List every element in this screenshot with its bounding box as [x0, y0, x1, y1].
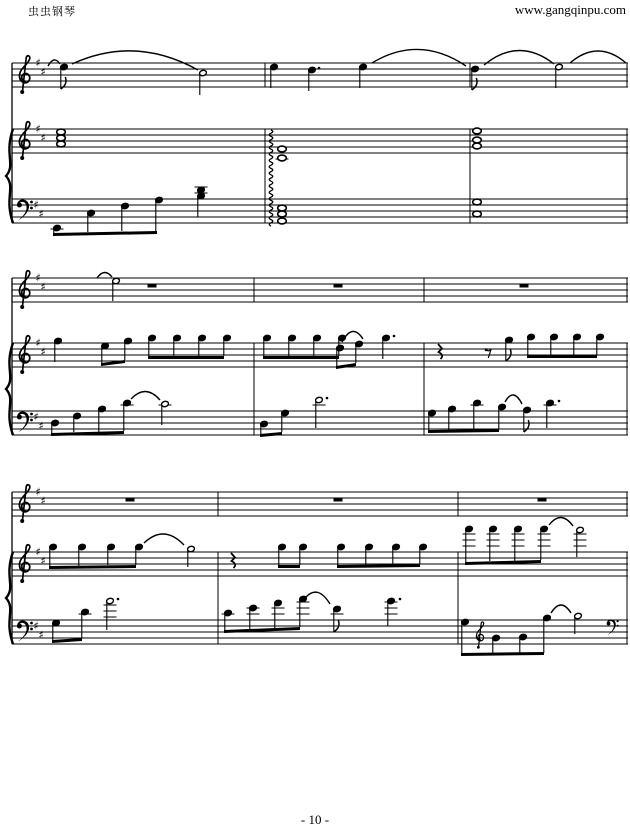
- note: [272, 600, 285, 628]
- sharp-sign: [40, 281, 45, 294]
- whole-note: [278, 218, 287, 224]
- beam: [49, 565, 136, 569]
- whole-note: [473, 137, 482, 143]
- beam: [461, 652, 544, 656]
- slur-tie: [549, 517, 573, 526]
- whole-rest: [334, 284, 343, 288]
- staff-lines: [12, 199, 628, 223]
- note: [278, 544, 286, 565]
- sharp-sign: [38, 208, 43, 221]
- note: [555, 64, 563, 88]
- slur-tie: [97, 272, 112, 278]
- note: [155, 197, 163, 231]
- note: [527, 334, 535, 355]
- augmentation-dot: [318, 67, 321, 70]
- quarter-rest: [231, 553, 235, 568]
- beam: [263, 356, 339, 359]
- sharp-sign: [40, 66, 45, 79]
- slur-tie: [131, 391, 160, 400]
- note: [471, 66, 479, 90]
- sharp-sign: [40, 555, 45, 568]
- whole-rest: [538, 498, 547, 502]
- note: [260, 421, 268, 434]
- slur-tie: [570, 51, 626, 63]
- whole-note: [278, 146, 287, 152]
- note: [135, 544, 143, 565]
- note: [543, 615, 551, 653]
- note: [461, 619, 469, 653]
- note: [550, 334, 558, 355]
- slur-tie: [551, 605, 571, 613]
- note: [385, 598, 398, 626]
- note: [79, 609, 92, 638]
- note: [104, 598, 117, 630]
- note: [574, 613, 582, 634]
- svg-text:♯: ♯: [33, 619, 39, 633]
- whole-note: [278, 205, 287, 211]
- beam: [53, 231, 157, 236]
- note: [538, 526, 551, 560]
- staff-lines: [12, 63, 628, 87]
- whole-rest: [334, 498, 343, 502]
- note: [448, 406, 456, 430]
- svg-text:♯: ♯: [38, 207, 44, 221]
- augmentation-dot: [117, 598, 120, 601]
- note: [463, 526, 476, 562]
- clef: [607, 619, 619, 635]
- note: [512, 526, 525, 561]
- whole-rest: [148, 284, 157, 288]
- slur-tie: [505, 395, 522, 404]
- note: [112, 278, 120, 301]
- slur-tie: [306, 592, 330, 604]
- svg-text:♯: ♯: [35, 485, 41, 499]
- note: [51, 420, 59, 433]
- staff-lines: [12, 129, 628, 153]
- svg-text:♯: ♯: [40, 280, 46, 294]
- whole-note: [276, 155, 289, 161]
- note: [596, 334, 604, 355]
- augmentation-dot: [399, 598, 402, 601]
- note: [60, 64, 68, 89]
- note: [107, 544, 115, 565]
- sharp-sign: [40, 346, 45, 359]
- svg-text:♯: ♯: [38, 419, 44, 433]
- staff-lines: [12, 278, 628, 302]
- beam: [336, 363, 356, 369]
- augmentation-dot: [326, 397, 329, 400]
- note: [313, 335, 321, 356]
- beam: [428, 429, 499, 433]
- note: [263, 335, 271, 356]
- note: [270, 64, 278, 88]
- svg-text:♯: ♯: [40, 554, 46, 568]
- svg-text:♯: ♯: [38, 628, 44, 642]
- note: [51, 225, 64, 233]
- svg-text:♯: ♯: [35, 545, 41, 559]
- svg-text:♯: ♯: [35, 56, 41, 70]
- site-url-label: www.gangqinpu.com: [514, 2, 626, 17]
- whole-note: [57, 129, 66, 135]
- whole-note: [473, 211, 482, 217]
- beam: [52, 638, 82, 643]
- note: [297, 596, 310, 627]
- svg-text:♯: ♯: [40, 345, 46, 359]
- svg-text:♯: ♯: [33, 198, 39, 212]
- note: [52, 620, 60, 640]
- staff-lines: [12, 552, 628, 576]
- note: [148, 335, 156, 356]
- sharp-sign: [40, 132, 45, 145]
- staff-lines: [12, 620, 628, 644]
- arpeggio-squiggle: [269, 130, 273, 226]
- note: [471, 400, 484, 429]
- augmentation-dot: [393, 335, 396, 338]
- slur-tie: [144, 534, 184, 545]
- whole-rest: [520, 284, 529, 288]
- sharp-sign: [38, 420, 43, 433]
- svg-text:♯: ♯: [33, 410, 39, 424]
- augmentation-dot: [558, 400, 561, 403]
- note: [54, 338, 62, 362]
- site-name-label: 虫虫钢琴: [28, 5, 76, 18]
- note: [288, 335, 296, 356]
- slur-tie: [72, 51, 198, 70]
- svg-text:♯: ♯: [40, 65, 46, 79]
- eighth-rest: [485, 348, 492, 358]
- note: [355, 341, 363, 363]
- staff-lines: [12, 411, 628, 435]
- slur-tie: [342, 331, 363, 342]
- note: [159, 401, 172, 425]
- note: [78, 544, 86, 566]
- beam: [278, 565, 300, 568]
- note: [173, 335, 181, 356]
- note: [98, 406, 106, 432]
- sharp-sign: [38, 629, 43, 642]
- note: [101, 343, 109, 363]
- svg-text:♯: ♯: [40, 494, 46, 508]
- whole-note: [57, 141, 66, 147]
- note: [428, 410, 436, 430]
- whole-note: [278, 211, 287, 217]
- svg-text:♯: ♯: [35, 336, 41, 350]
- beam: [148, 356, 224, 359]
- sharp-sign: [40, 495, 45, 508]
- note: [223, 335, 231, 356]
- beam: [260, 432, 282, 437]
- note: [359, 64, 367, 88]
- svg-text:♯: ♯: [40, 131, 46, 145]
- quarter-rest: [438, 344, 442, 359]
- page-number: - 10 -: [300, 812, 330, 827]
- note: [365, 544, 373, 565]
- note: [87, 210, 95, 232]
- note: [544, 400, 557, 428]
- whole-rest: [126, 498, 135, 502]
- note: [573, 334, 581, 355]
- note: [487, 526, 500, 561]
- slur-tie: [372, 49, 466, 66]
- note: [419, 544, 427, 564]
- note: [199, 70, 207, 95]
- note: [392, 544, 400, 565]
- note: [121, 400, 134, 431]
- note: [498, 404, 506, 429]
- whole-note: [473, 143, 482, 149]
- note: [198, 335, 206, 356]
- note: [195, 187, 208, 194]
- svg-text:♯: ♯: [35, 122, 41, 136]
- note: [247, 605, 260, 629]
- note: [337, 544, 345, 565]
- whole-note: [473, 128, 482, 134]
- beam: [337, 564, 420, 568]
- note: [299, 544, 307, 565]
- beam: [527, 355, 597, 358]
- note: [49, 544, 57, 566]
- staff-lines: [12, 492, 628, 516]
- svg-text:♯: ♯: [35, 271, 41, 285]
- note: [523, 407, 531, 432]
- note: [331, 606, 344, 632]
- whole-note: [57, 135, 66, 141]
- whole-note: [473, 199, 482, 205]
